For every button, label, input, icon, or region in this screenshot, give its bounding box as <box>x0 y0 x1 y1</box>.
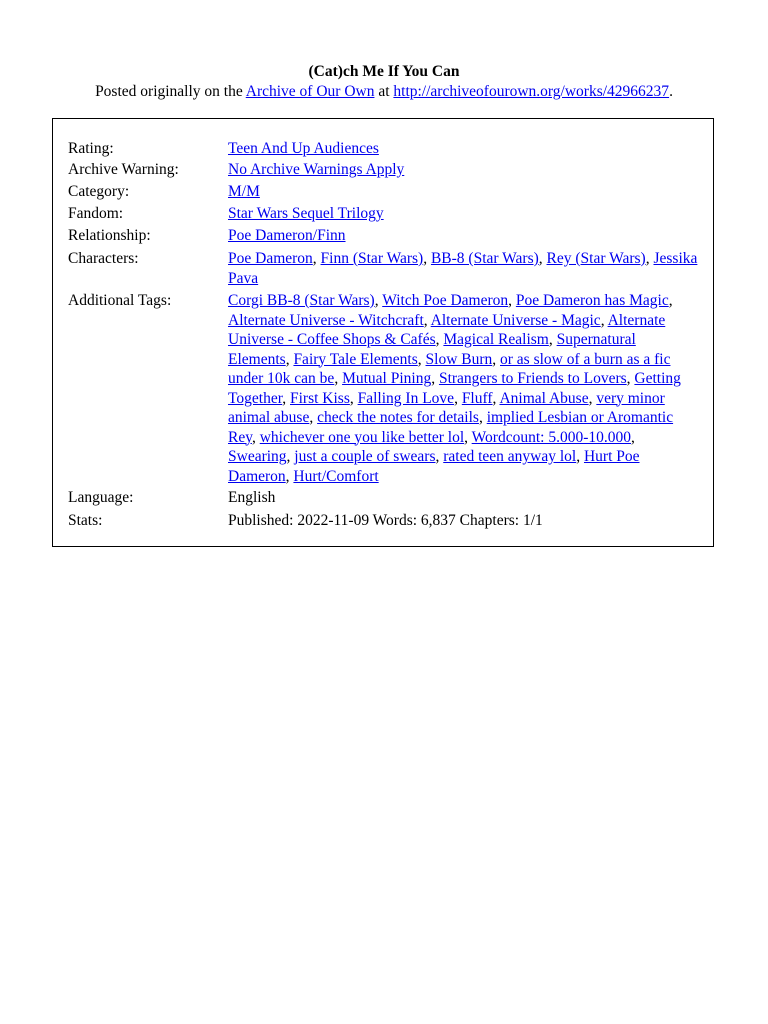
tag-link[interactable]: check the notes for details <box>317 409 479 426</box>
tag-link[interactable]: very minor animal abuse <box>228 389 665 426</box>
additional-tags-label: Additional Tags: <box>68 292 172 309</box>
tag-link[interactable]: or as slow of a burn as a fic under 10k can be <box>228 350 671 387</box>
tag-link[interactable]: Witch Poe Dameron <box>382 292 509 309</box>
tag-link[interactable]: implied Lesbian or Aromantic Rey <box>228 409 674 446</box>
additional-tags-value: Corgi BB-8 (Star Wars), Witch Poe Dameron, Poe Dameron has Magic, Alternate Universe - Witchcraft, Alternate Universe - Magic, Alternate Universe - Coffee Shops & Cafés, Magical Realism, Supernatural Elements, Fairy Tale Elements, Slow Burn, or as slow of a burn as a fic under 10k can be, Mutual Pining, Strangers to Friends to Lovers, Getting Together, First Kiss, Falling In Love, Fluff, Animal Abuse, very minor animal abuse, check the notes for details, implied Lesbian or Aromantic Rey, whichever one you like better lol, Wordcount: 5.000-10.000, Swearing, just a couple of swears, rated teen anyway lol, Hurt Poe Dameron, Hurt/Comfort <box>228 292 681 485</box>
rating-label: Rating: <box>68 140 114 157</box>
tag-link[interactable]: Jessika Pava <box>228 250 698 287</box>
tag-link[interactable]: Fluff <box>461 389 493 407</box>
tag-link[interactable]: Getting Together <box>228 370 681 407</box>
work-url-link[interactable]: http://archiveofourown.org/works/42966237 <box>393 83 670 100</box>
tag-link[interactable]: Poe Dameron <box>228 250 313 267</box>
tag-link[interactable]: Fairy Tale Elements <box>293 350 418 368</box>
language-label: Language: <box>68 489 134 506</box>
tag-link[interactable]: Animal Abuse <box>499 389 589 407</box>
tag-link[interactable]: Alternate Universe - Witchcraft <box>228 311 424 329</box>
posted-at: at <box>374 83 394 100</box>
category-label: Category: <box>68 183 130 200</box>
tag-link[interactable]: Magical Realism <box>443 331 549 348</box>
tag-link[interactable]: Slow Burn <box>425 350 493 368</box>
characters-value: Poe Dameron, Finn (Star Wars), BB-8 (Star Wars), Rey (Star Wars), Jessika Pava <box>228 250 698 287</box>
tag-link[interactable]: BB-8 (Star Wars) <box>430 250 539 267</box>
tag-link[interactable]: Teen And Up Audiences <box>228 140 379 157</box>
tag-link[interactable]: No Archive Warnings Apply <box>228 161 405 178</box>
stats-value: Published: 2022-11-09 Words: 6,837 Chapters: 1/1 <box>228 512 543 529</box>
tag-link[interactable]: Supernatural Elements <box>228 331 636 368</box>
fandom-value <box>228 204 700 224</box>
posted-suffix: . <box>669 83 673 100</box>
tag-link[interactable]: Poe Dameron/Finn <box>228 227 346 244</box>
tag-link[interactable]: Alternate Universe - Coffee Shops & Cafés <box>228 311 666 348</box>
tag-link[interactable]: First Kiss <box>290 389 350 407</box>
warning-label: Archive Warning: <box>68 161 179 178</box>
tag-link[interactable]: Alternate Universe - Magic <box>430 311 601 329</box>
tag-link[interactable]: Strangers to Friends to Lovers <box>438 370 627 387</box>
tag-link[interactable]: Falling In Love <box>357 389 455 407</box>
tag-link[interactable]: Swearing <box>228 448 287 465</box>
characters-label: Characters: <box>68 250 139 267</box>
relationship-label: Relationship: <box>68 227 151 244</box>
tag-link[interactable]: Star Wars Sequel Trilogy <box>228 205 384 222</box>
work-meta-box <box>52 118 714 547</box>
tag-link[interactable]: Rey (Star Wars) <box>546 250 646 267</box>
relationship-value <box>228 226 700 246</box>
tag-link[interactable]: Hurt/Comfort <box>293 467 379 485</box>
language-value: English <box>228 489 276 506</box>
tag-link[interactable]: whichever one you like better lol <box>259 428 465 446</box>
posted-prefix: Posted originally on the <box>95 83 246 100</box>
tag-link[interactable]: rated teen anyway lol <box>443 448 577 465</box>
rating-value <box>228 139 700 159</box>
tag-link[interactable]: just a couple of swears <box>294 448 436 465</box>
stats-label: Stats: <box>68 512 103 529</box>
archive-link[interactable]: Archive of Our Own <box>245 83 375 100</box>
warning-value <box>228 160 700 180</box>
posted-line <box>0 82 768 102</box>
category-value <box>228 182 700 202</box>
fandom-label: Fandom: <box>68 205 124 222</box>
tag-link[interactable]: Finn (Star Wars) <box>320 250 424 267</box>
tag-link[interactable]: M/M <box>228 183 260 200</box>
work-title: (Cat)ch Me If You Can <box>308 63 460 80</box>
tag-link[interactable]: Hurt Poe Dameron <box>228 448 640 485</box>
tag-link[interactable]: Wordcount: 5.000-10.000 <box>471 428 631 446</box>
tag-link[interactable]: Mutual Pining <box>342 370 432 387</box>
tag-link[interactable]: Poe Dameron has Magic <box>515 292 669 309</box>
tag-link[interactable]: Corgi BB-8 (Star Wars) <box>228 292 375 309</box>
